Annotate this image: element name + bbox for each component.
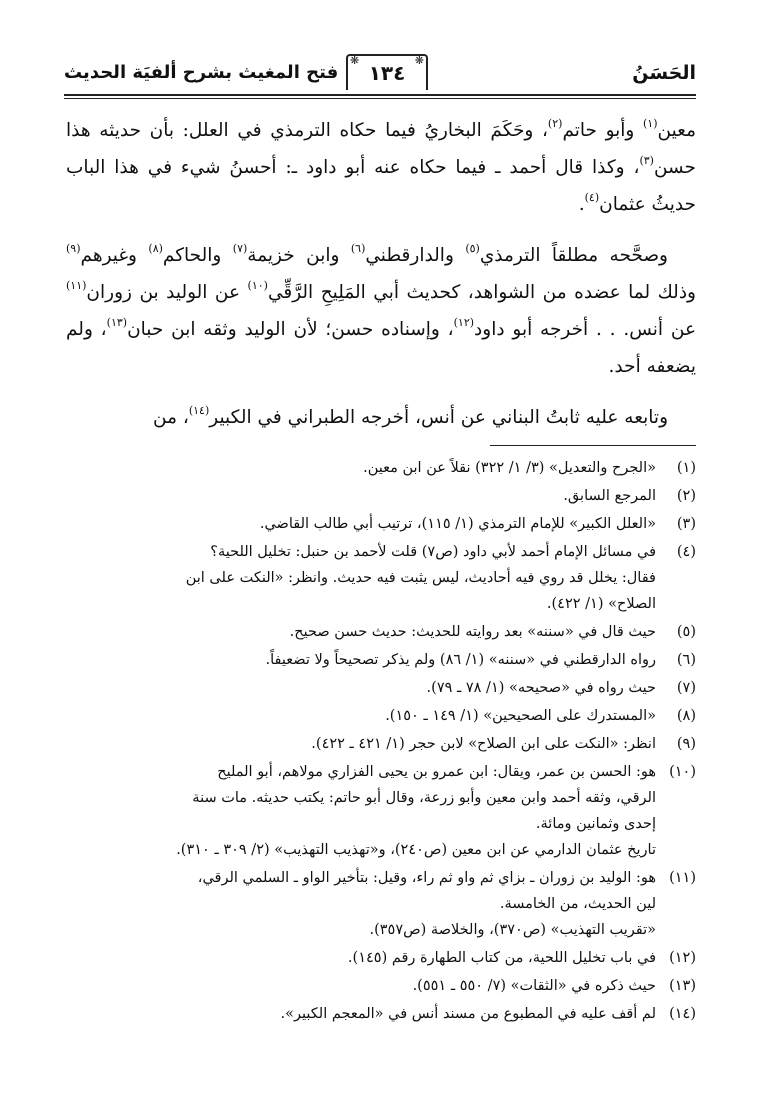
ornament-icon: ❋	[350, 54, 360, 67]
paragraph	[66, 237, 696, 385]
footnote-line: الرقي، وثقه أحمد وابن معين وأبو زرعة، وقال أبو حاتم: يكتب حديثه. مات سنة	[192, 790, 656, 806]
footnote-line: لم أقف عليه في المطبوع من مسند أنس في «المعجم الكبير».	[280, 1006, 656, 1022]
footnote-line: «المستدرك على الصحيحين» (١/ ١٤٩ ـ ١٥٠).	[385, 708, 656, 724]
paragraph	[66, 112, 696, 223]
footnote-line: «الجرح والتعديل» (٣/ ١/ ٣٢٢) نقلاً عن ابن معين.	[363, 460, 656, 476]
footnote-line: «العلل الكبير» للإمام الترمذي (١/ ١١٥)، ترتيب أبي طالب القاضي.	[259, 516, 656, 532]
footnote-line: انظر: «النكت على ابن الصلاح» لابن حجر (١/ ٤٢١ ـ ٤٢٢).	[311, 736, 656, 752]
text-run: وغيرهم	[80, 245, 149, 266]
text-run: ، ولم يضعفه أحد.	[66, 319, 696, 377]
footnote-marker: (١٤)	[188, 404, 210, 417]
footnote-marker: (١١)	[66, 279, 87, 292]
footnote-marker: (٧)	[232, 242, 248, 255]
page-number: ١٣٤	[368, 61, 406, 85]
footnote	[64, 647, 696, 673]
footnote	[64, 945, 696, 971]
text-run: والدارقطني	[365, 245, 466, 266]
footnote	[64, 731, 696, 757]
footnote-marker: (٣)	[639, 154, 654, 167]
footnote-number: (٧)	[676, 680, 696, 696]
text-run: وذلك لما عضده من الشواهد، كحديث أبي المَلِيحِ الرَّقِّي	[267, 282, 696, 303]
header-rule	[64, 94, 696, 96]
footnote-number: (١٠)	[669, 764, 696, 780]
footnote-line: هو: الوليد بن زوران ـ بزاي ثم واو ثم راء، وقيل: بتأخير الواو ـ السلمي الرقي،	[197, 870, 656, 886]
text-run: ، وحَكَمَ البخاريُ فيما حكاه الترمذي في العلل: بأن حديثه هذا حسن	[66, 120, 696, 178]
footnote	[64, 675, 696, 701]
text-run: عن الوليد بن زوران	[86, 282, 248, 303]
footnote-marker: (١)	[643, 117, 658, 130]
text-run: .	[578, 194, 585, 215]
page-number-box	[346, 54, 428, 90]
text-run: وأبو حاتم	[562, 120, 643, 141]
footnote	[64, 539, 696, 617]
text-run: وابن خزيمة	[247, 245, 351, 266]
footnote-line: حيث ذكره في «الثقات» (٧/ ٥٥٠ ـ ٥٥١).	[412, 978, 656, 994]
footnote-number: (١٤)	[669, 1006, 696, 1022]
footnote-number: (١٢)	[669, 950, 696, 966]
main-text	[66, 112, 696, 450]
text-run: ، من	[153, 407, 189, 428]
footnote-line: المرجع السابق.	[563, 488, 656, 504]
footnote-line: رواه الدارقطني في «سننه» (١/ ٨٦) ولم يذكر تصحيحاً ولا تضعيفاً.	[265, 652, 656, 668]
footnote	[64, 511, 696, 537]
footnote-line: حيث رواه في «صحيحه» (١/ ٧٨ ـ ٧٩).	[426, 680, 656, 696]
footnote-marker: (٥)	[465, 242, 480, 255]
footnote-marker: (٤)	[584, 191, 600, 204]
footnote-marker: (٩)	[66, 242, 81, 255]
footnote	[64, 1001, 696, 1027]
footnote-number: (٢)	[676, 488, 696, 504]
footnote	[64, 703, 696, 729]
book-title: فتح المغيث بشرح ألفيَة الحديث	[64, 62, 339, 83]
footnote-number: (١١)	[669, 870, 696, 886]
footnote-number: (٤)	[676, 544, 696, 560]
text-run: معين	[657, 120, 697, 141]
footnote-line: تاريخ عثمان الدارمي عن ابن معين (ص٢٤٠)، و«تهذيب التهذيب» (٢/ ٣٠٩ ـ ٣١٠).	[176, 842, 656, 858]
footnote	[64, 865, 696, 943]
footnote-marker: (٦)	[350, 242, 366, 255]
footnote-line: «تقريب التهذيب» (ص٣٧٠)، والخلاصة (ص٣٥٧).	[369, 922, 656, 938]
footnote	[64, 759, 696, 863]
footnote-line: هو: الحسن بن عمر، ويقال: ابن عمرو بن يحيى الفزاري مولاهم، أبو المليح	[217, 764, 656, 780]
footnote-line: إحدى وثمانين ومائة.	[535, 816, 656, 832]
running-header	[64, 54, 696, 96]
paragraph	[66, 399, 696, 436]
footnote-separator	[490, 445, 696, 446]
text-run: وصحَّحه مطلقاً الترمذي	[479, 245, 668, 266]
footnote	[64, 973, 696, 999]
section-title: الحَسَنُ	[632, 62, 696, 84]
footnote-number: (٣)	[676, 516, 696, 532]
text-run: وتابعه عليه ثابتُ البناني عن أنس، أخرجه الطبراني في الكبير	[209, 407, 668, 428]
footnote-number: (٥)	[676, 624, 696, 640]
footnote-line: الصلاح» (١/ ٤٢٢).	[546, 596, 656, 612]
footnote-line: لين الحديث، من الخامسة.	[499, 896, 656, 912]
footnote-marker: (٢)	[547, 117, 563, 130]
text-run: ، وكذا قال أحمد ـ فيما حكاه عنه أبو داود ـ: أحسنُ شيء في هذا الباب حديثُ عثمان	[66, 157, 696, 215]
footnote-number: (٩)	[676, 736, 696, 752]
footnote-number: (٨)	[676, 708, 696, 724]
text-run: عن أنس. . . أخرجه أبو داود	[474, 319, 696, 340]
footnotes	[64, 455, 696, 1029]
footnote-marker: (١٠)	[247, 279, 268, 292]
text-run: ، وإسناده حسن؛ لأن الوليد وثقه ابن حبان	[127, 319, 454, 340]
footnote-number: (١٣)	[669, 978, 696, 994]
footnote-marker: (١٢)	[453, 316, 475, 329]
ornament-icon: ❋	[414, 54, 424, 67]
footnote	[64, 455, 696, 481]
footnote-line: حيث قال في «سننه» بعد روايته للحديث: حديث حسن صحيح.	[289, 624, 656, 640]
footnote	[64, 619, 696, 645]
footnote-number: (١)	[676, 460, 696, 476]
footnote-marker: (٨)	[148, 242, 163, 255]
footnote-line: في مسائل الإمام أحمد لأبي داود (ص٧) قلت لأحمد بن حنبل: تخليل اللحية؟	[210, 544, 656, 560]
footnote-marker: (١٣)	[106, 316, 128, 329]
text-run: والحاكم	[162, 245, 233, 266]
footnote-number: (٦)	[676, 652, 696, 668]
footnote	[64, 483, 696, 509]
footnote-line: فقال: يخلل قد روي فيه أحاديث، ليس يثبت فيه حديث. وانظر: «النكت على ابن	[185, 570, 656, 586]
footnote-line: في باب تخليل اللحية، من كتاب الطهارة رقم (١٤٥).	[347, 950, 656, 966]
header-rule-thin	[64, 98, 696, 99]
